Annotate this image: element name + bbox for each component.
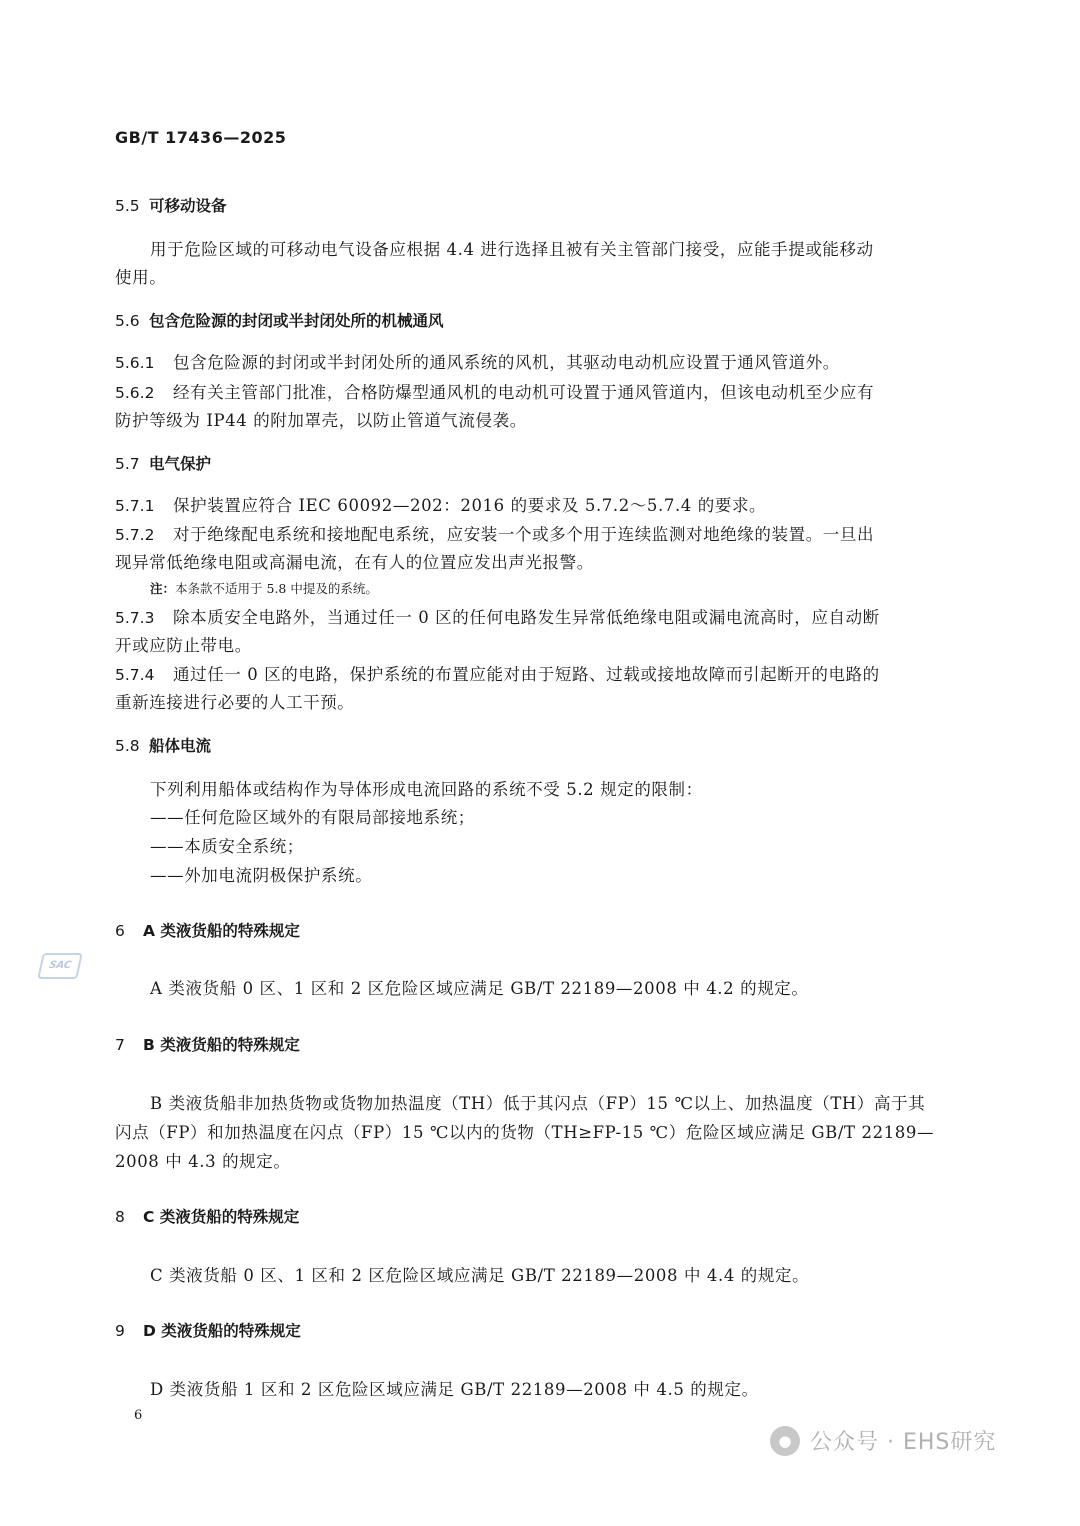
standard-code: GB/T 17436—2025 (115, 128, 287, 147)
clause-continuation: 开或应防止带电。 (115, 636, 252, 655)
paragraph-line: A 类液货船 0 区、1 区和 2 区危险区域应满足 GB/T 22189—2008 中 4.2 的规定。 (150, 979, 809, 998)
section-5-6-heading (115, 309, 444, 331)
section-6-heading (115, 919, 300, 941)
clause-5-6-1 (115, 349, 840, 373)
section-number: 8 (115, 1208, 125, 1226)
section-number: 7 (115, 1036, 125, 1054)
section-number: 5.8 (115, 737, 140, 755)
clause-number: 5.7.3 (115, 609, 155, 627)
section-number: 9 (115, 1322, 125, 1340)
clause-continuation: 现异常低绝缘电阻或高漏电流，在有人的位置应发出声光报警。 (115, 553, 594, 572)
section-title: B 类液货船的特殊规定 (143, 1036, 300, 1054)
note-text: 本条款不适用于 5.8 中提及的系统。 (175, 581, 378, 596)
section-5-5-heading (115, 194, 227, 216)
paragraph-line: D 类液货船 1 区和 2 区危险区域应满足 GB/T 22189—2008 中 4.5 的规定。 (150, 1380, 759, 1399)
clause-continuation: 重新连接进行必要的人工干预。 (115, 693, 355, 712)
section-8-heading (115, 1205, 299, 1227)
section-title: 电气保护 (149, 455, 212, 473)
clause-number: 5.7.4 (115, 666, 155, 684)
clause-5-7-4 (115, 661, 880, 685)
watermark-text: 公众号 · EHS研究 (810, 1430, 997, 1455)
section-5-7-heading (115, 452, 211, 474)
clause-5-7-1 (115, 492, 766, 516)
wechat-icon: ● (770, 1426, 800, 1456)
clause-text: 对于绝缘配电系统和接地配电系统，应安装一个或多个用于连续监测对地绝缘的装置。一旦出 (173, 525, 875, 544)
paragraph-line: B 类液货船非加热货物或货物加热温度（TH）低于其闪点（FP）15 ℃以上、加热温度（TH）高于其 (150, 1094, 926, 1113)
section-title: D 类液货船的特殊规定 (143, 1322, 301, 1340)
clause-text: 保护装置应符合 IEC 60092—202：2016 的要求及 5.7.2～5.7.4 的要求。 (173, 496, 767, 515)
page-number: 6 (134, 1408, 143, 1423)
section-title: C 类液货船的特殊规定 (143, 1208, 300, 1226)
clause-number: 5.7.2 (115, 526, 155, 544)
section-number: 6 (115, 922, 125, 940)
clause-number: 5.6.2 (115, 384, 155, 402)
clause-number: 5.7.1 (115, 497, 155, 515)
section-title: 船体电流 (149, 737, 212, 755)
section-number: 5.5 (115, 197, 140, 215)
paragraph-line: 闪点（FP）和加热温度在闪点（FP）15 ℃以内的货物（TH≥FP-15 ℃）危险区域应满足 GB/T 22189— (115, 1123, 935, 1142)
list-item: ——外加电流阴极保护系统。 (150, 866, 373, 885)
clause-text: 除本质安全电路外，当通过任一 0 区的任何电路发生异常低绝缘电阻或漏电流高时，应自动断 (173, 608, 880, 627)
clause-continuation: 防护等级为 IP44 的附加罩壳，以防止管道气流侵袭。 (115, 411, 527, 430)
section-9-heading (115, 1319, 301, 1341)
clause-5-7-3 (115, 604, 880, 628)
section-title: A 类液货船的特殊规定 (143, 922, 300, 940)
paragraph-line: 下列利用船体或结构作为导体形成电流回路的系统不受 5.2 规定的限制： (150, 780, 703, 799)
list-item: ——本质安全系统； (150, 837, 304, 856)
note (150, 579, 378, 597)
paragraph-line: 2008 中 4.3 的规定。 (115, 1152, 291, 1171)
note-label: 注： (150, 581, 176, 596)
section-number: 5.7 (115, 455, 140, 473)
clause-text: 包含危险源的封闭或半封闭处所的通风系统的风机，其驱动电动机应设置于通风管道外。 (173, 353, 840, 372)
list-item: ——任何危险区域外的有限局部接地系统； (150, 808, 475, 827)
section-title: 包含危险源的封闭或半封闭处所的机械通风 (149, 312, 444, 330)
section-5-8-heading (115, 734, 211, 756)
section-7-heading (115, 1033, 300, 1055)
clause-5-6-2 (115, 379, 874, 403)
paragraph-line: 用于危险区域的可移动电气设备应根据 4.4 进行选择且被有关主管部门接受，应能手提或能移动 (150, 240, 874, 259)
clause-number: 5.6.1 (115, 354, 155, 372)
clause-text: 通过任一 0 区的电路，保护系统的布置应能对由于短路、过载或接地故障而引起断开的电路的 (173, 665, 880, 684)
sac-logo: SAC (37, 953, 83, 979)
section-number: 5.6 (115, 312, 140, 330)
clause-5-7-2 (115, 521, 874, 545)
paragraph-line: C 类液货船 0 区、1 区和 2 区危险区域应满足 GB/T 22189—2008 中 4.4 的规定。 (150, 1266, 810, 1285)
paragraph-line: 使用。 (115, 268, 167, 287)
watermark (770, 1425, 996, 1456)
clause-text: 经有关主管部门批准，合格防爆型通风机的电动机可设置于通风管道内，但该电动机至少应有 (173, 383, 875, 402)
section-title: 可移动设备 (149, 197, 227, 215)
